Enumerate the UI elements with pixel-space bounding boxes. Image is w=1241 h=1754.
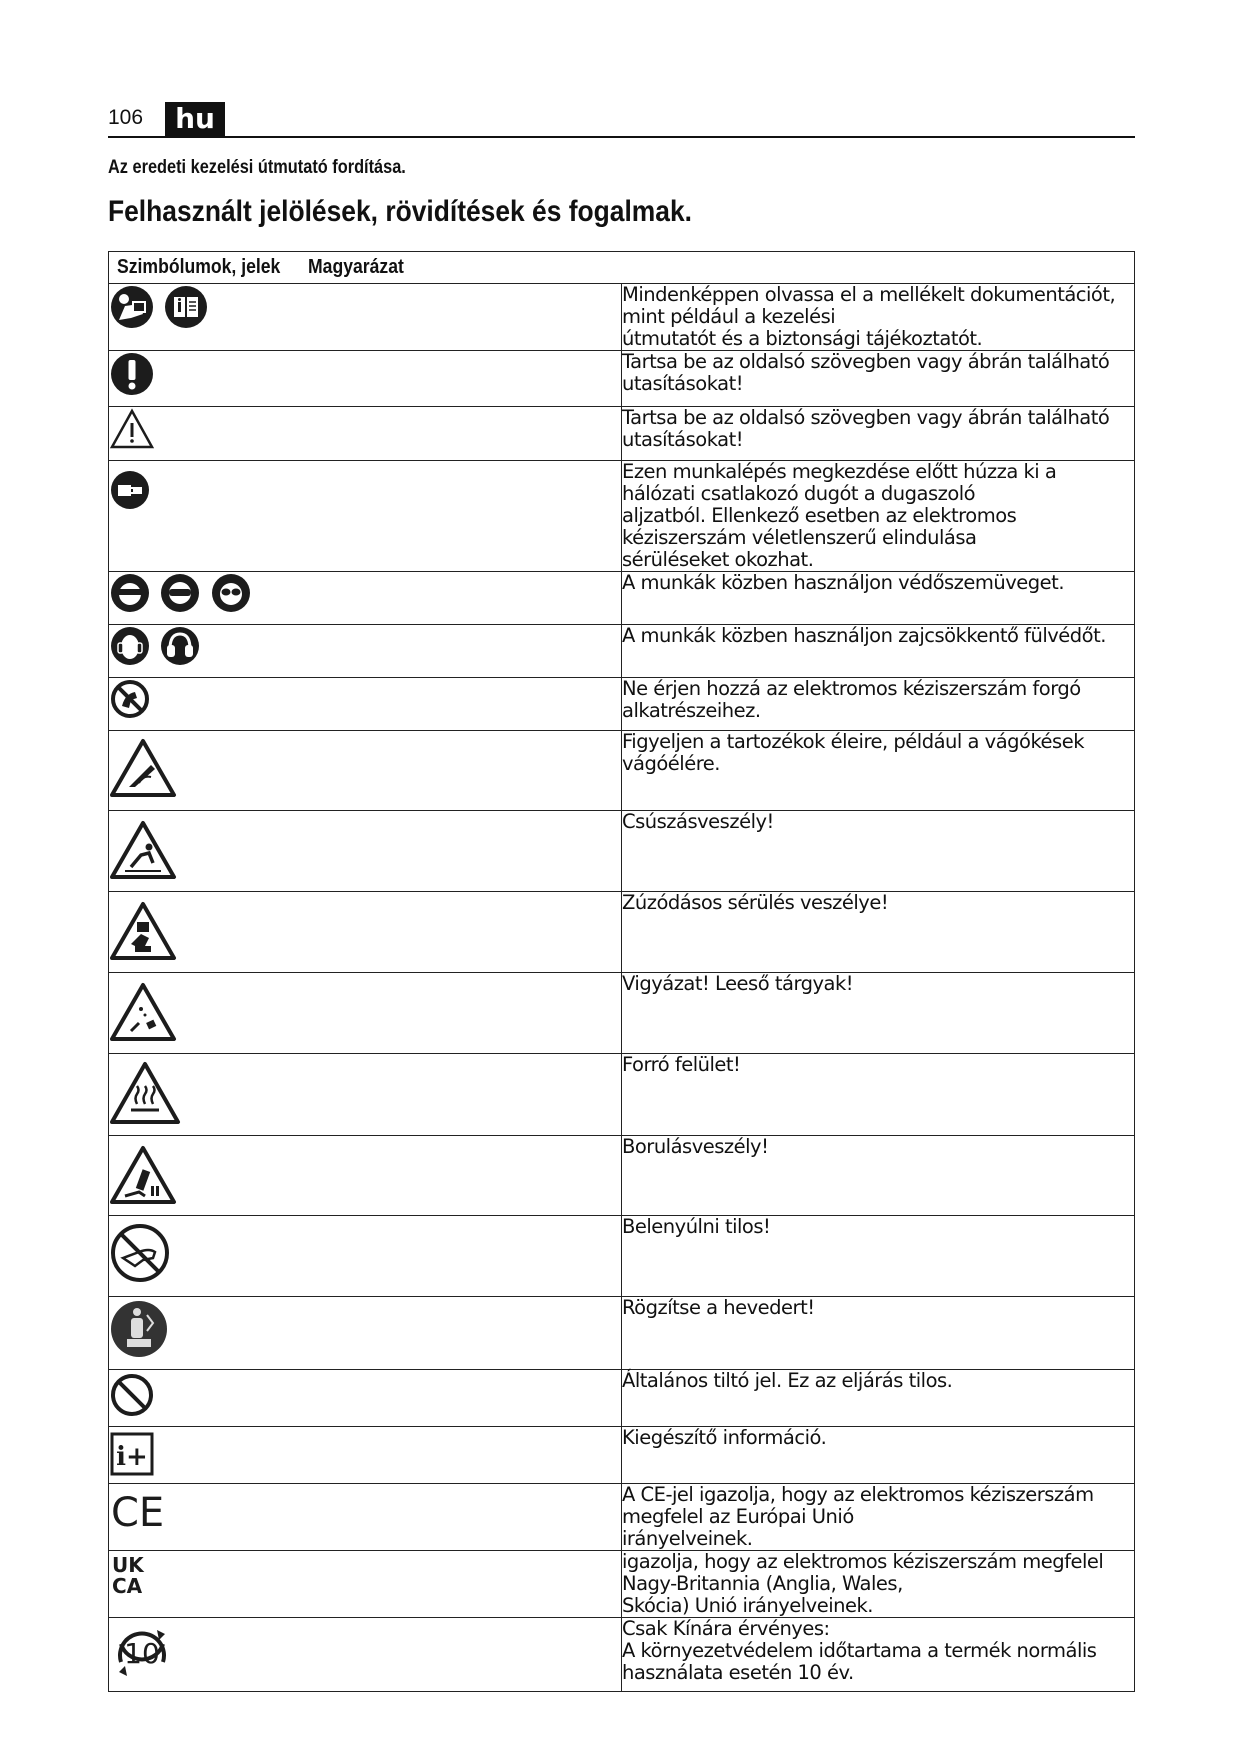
- header-divider: [108, 136, 1135, 138]
- row-description: Mindenképpen olvassa el a mellékelt dokumentációt, mint például a kezelési útmutatót és a biztonsági tájékoztatót.: [622, 284, 1135, 351]
- svg-text:CA: CA: [112, 1574, 143, 1598]
- row-description: Rögzítse a hevedert!: [622, 1297, 1135, 1370]
- language-badge: hu: [165, 102, 225, 136]
- translation-note: Az eredeti kezelési útmutató fordítása.: [108, 157, 406, 178]
- hot-surface-warning-icon: [109, 1060, 181, 1126]
- table-row: [109, 625, 1135, 678]
- goggles-icon: [159, 572, 201, 614]
- ce-mark-icon: [109, 1490, 165, 1534]
- table-header: [109, 252, 1135, 284]
- ear-muffs-icon: [159, 625, 201, 667]
- info-plus-icon: [109, 1431, 155, 1477]
- row-icons: [109, 892, 622, 973]
- row-description: A CE-jel igazolja, hogy az elektromos kéziszerszám megfelel az Európai Unió irányelveinek.: [622, 1484, 1135, 1551]
- table-row: [109, 572, 1135, 625]
- table-row: [109, 1216, 1135, 1297]
- ear-protection-icon: [109, 625, 151, 667]
- table-row: [109, 1297, 1135, 1370]
- row-icons: [109, 1551, 622, 1618]
- table-row: [109, 1427, 1135, 1484]
- row-icons: [109, 572, 622, 625]
- table-row: [109, 1618, 1135, 1692]
- row-icons: [109, 973, 622, 1054]
- row-icons: [109, 625, 622, 678]
- page-title: Felhasznált jelölések, rövidítések és fogalmak.: [108, 195, 692, 228]
- row-icons: [109, 1618, 622, 1692]
- row-icons: [109, 731, 622, 811]
- row-icons: [109, 1216, 622, 1297]
- table-row: [109, 351, 1135, 407]
- table-row: [109, 892, 1135, 973]
- row-description: Tartsa be az oldalsó szövegben vagy ábrán található utasításokat!: [622, 407, 1135, 461]
- row-icons: [109, 461, 622, 572]
- row-icons: [109, 407, 622, 461]
- china-10-years-icon: [109, 1620, 175, 1686]
- table-row: [109, 678, 1135, 731]
- table-row: [109, 284, 1135, 351]
- row-icons: [109, 284, 622, 351]
- row-description: Általános tiltó jel. Ez az eljárás tilos.: [622, 1370, 1135, 1427]
- row-description: Figyeljen a tartozékok éleire, például a vágókések vágóélére.: [622, 731, 1135, 811]
- table-row: [109, 811, 1135, 892]
- row-description: A munkák közben használjon védőszemüveget.: [622, 572, 1135, 625]
- fasten-belt-icon: [109, 1299, 169, 1359]
- row-description: Zúzódásos sérülés veszélye!: [622, 892, 1135, 973]
- unplug-icon: [109, 469, 151, 511]
- row-icons: [109, 1136, 622, 1216]
- no-reach-in-icon: [109, 1222, 171, 1284]
- no-touch-rotating-icon: [109, 678, 151, 720]
- sharp-edge-warning-icon: [109, 737, 177, 799]
- ukca-mark-icon: [109, 1553, 149, 1599]
- manual-book-icon: [163, 284, 209, 330]
- row-description: A munkák közben használjon zajcsökkentő fülvédőt.: [622, 625, 1135, 678]
- slip-warning-icon: [109, 819, 177, 881]
- row-description: Csúszásveszély!: [622, 811, 1135, 892]
- prohibition-icon: [109, 1372, 155, 1418]
- row-icons: [109, 1427, 622, 1484]
- page-number: 106: [108, 106, 144, 129]
- row-description: Borulásveszély!: [622, 1136, 1135, 1216]
- svg-text:CE: CE: [111, 1490, 165, 1534]
- row-description: Vigyázat! Leeső tárgyak!: [622, 973, 1135, 1054]
- crush-warning-icon: [109, 900, 177, 962]
- row-description: Tartsa be az oldalsó szövegben vagy ábrán található utasításokat!: [622, 351, 1135, 407]
- row-icons: [109, 1297, 622, 1370]
- read-manual-icon: [109, 284, 155, 330]
- row-description: Forró felület!: [622, 1054, 1135, 1136]
- svg-text:i+: i+: [116, 1442, 148, 1472]
- table-row: [109, 1136, 1135, 1216]
- table-header-row: [109, 252, 1135, 284]
- row-description: Csak Kínára érvényes: A környezetvédelem időtartama a termék normális használata esetén 10 év.: [622, 1618, 1135, 1692]
- row-icons: [109, 1054, 622, 1136]
- table-row: [109, 407, 1135, 461]
- row-icons: [109, 1370, 622, 1427]
- exclamation-circle-icon: [109, 351, 155, 397]
- col2-header: Magyarázat: [308, 256, 405, 278]
- row-description: Kiegészítő információ.: [622, 1427, 1135, 1484]
- row-description: igazolja, hogy az elektromos kéziszerszám megfelel Nagy-Britannia (Anglia, Wales, Skócia) Unió irányelveinek.: [622, 1551, 1135, 1618]
- face-shield-icon: [109, 572, 151, 614]
- row-icons: [109, 351, 622, 407]
- row-description: Belenyúlni tilos!: [622, 1216, 1135, 1297]
- row-icons: [109, 811, 622, 892]
- col1-header: Szimbólumok, jelek: [117, 256, 281, 278]
- table-row: [109, 1054, 1135, 1136]
- table-row: [109, 731, 1135, 811]
- row-icons: [109, 1484, 622, 1551]
- row-icons: [109, 678, 622, 731]
- table-row: [109, 461, 1135, 572]
- row-description: Ne érjen hozzá az elektromos kéziszerszám forgó alkatrészeihez.: [622, 678, 1135, 731]
- symbols-table: [108, 251, 1135, 1692]
- falling-objects-warning-icon: [109, 981, 177, 1043]
- svg-text:UK: UK: [112, 1553, 144, 1577]
- safety-glasses-icon: [210, 572, 252, 614]
- table-row: [109, 1370, 1135, 1427]
- svg-text:10: 10: [124, 1637, 160, 1670]
- row-description: Ezen munkalépés megkezdése előtt húzza ki a hálózati csatlakozó dugót a dugaszoló aljzatból. Ellenkező esetben az elektromos kéziszerszám véletlenszerű elindulása sérüléseket okozhat.: [622, 461, 1135, 572]
- table-row: [109, 1484, 1135, 1551]
- tipping-warning-icon: [109, 1144, 177, 1206]
- table-row: [109, 973, 1135, 1054]
- table-row: [109, 1551, 1135, 1618]
- warning-triangle-icon: [109, 407, 155, 451]
